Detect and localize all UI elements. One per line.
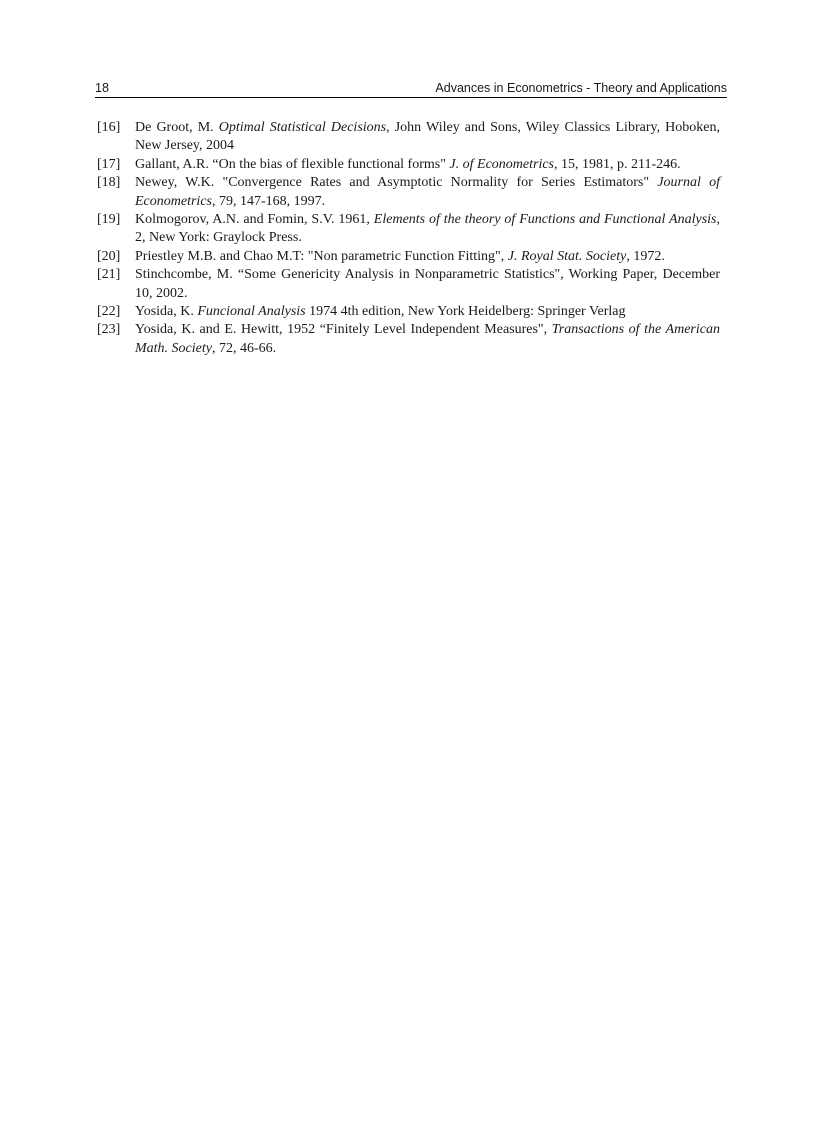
reference-title-italic: Transactions of the American Math. Society [135, 322, 720, 356]
reference-title-italic: Elements of the theory of Functions and Functional Analysis [373, 212, 717, 228]
reference-text-segment: , John Wiley and Sons, Wiley Classics Library, Hoboken, New Jersey, 2004 [135, 120, 721, 154]
reference-title-italic: J. Royal Stat. Society [507, 248, 627, 264]
reference-text [135, 304, 626, 319]
reference-item [97, 174, 720, 211]
reference-number: [18] [97, 175, 121, 191]
reference-text [135, 322, 720, 355]
reference-number: [20] [97, 248, 121, 264]
reference-number: [22] [97, 304, 121, 320]
reference-text [135, 157, 681, 172]
reference-text-segment: De Groot, M. [135, 120, 219, 135]
reference-item [97, 119, 720, 156]
reference-item [97, 266, 720, 303]
reference-item [97, 321, 720, 358]
reference-text-segment: , 2, New York: Graylock Press. [135, 212, 720, 246]
reference-text-segment: Newey, W.K. "Convergence Rates and Asymptotic Normality for Series Estimators" [135, 175, 658, 191]
reference-title-italic: J. of Econometrics [449, 156, 555, 172]
reference-number: [16] [97, 120, 121, 135]
reference-number: [19] [97, 212, 121, 228]
reference-text [135, 212, 720, 245]
reference-text [135, 267, 720, 300]
page-header [95, 79, 727, 98]
running-title: Advances in Econometrics - Theory and Applications [435, 81, 727, 95]
reference-list [97, 119, 720, 358]
reference-number: [21] [97, 267, 121, 283]
reference-title-italic: Optimal Statistical Decisions [218, 120, 387, 135]
reference-item [97, 303, 720, 321]
reference-item [97, 248, 720, 266]
reference-text-segment: Stinchcombe, M. “Some Genericity Analysis in Nonparametric Statistics", Working Paper, December 10, 2002. [135, 267, 720, 301]
reference-text-segment: Yosida, K. [135, 304, 198, 320]
reference-text [135, 175, 720, 208]
reference-item [97, 211, 720, 248]
reference-title-italic: Journal of Econometrics [135, 175, 720, 209]
reference-text [135, 120, 720, 153]
reference-text-segment: , 15, 1981, p. 211-246. [554, 156, 681, 172]
reference-text-segment: 1974 4th edition, New York Heidelberg: Springer Verlag [305, 304, 626, 320]
reference-text-segment: , 79, 147-168, 1997. [211, 193, 326, 209]
reference-text-segment: Priestley M.B. and Chao M.T: "Non parametric Function Fitting", [135, 248, 508, 264]
reference-number: [23] [97, 322, 121, 338]
reference-number: [17] [97, 156, 121, 172]
reference-title-italic: Funcional Analysis [197, 304, 306, 320]
reference-text-segment: Kolmogorov, A.N. and Fomin, S.V. 1961, [135, 212, 374, 228]
reference-text [135, 249, 665, 264]
page-number: 18 [95, 81, 109, 95]
reference-item [97, 156, 720, 174]
reference-text-segment: , 72, 46-66. [211, 340, 277, 356]
reference-text-segment: Gallant, A.R. “On the bias of flexible functional forms" [135, 156, 450, 172]
reference-text-segment: Yosida, K. and E. Hewitt, 1952 “Finitely Level Independent Measures", [135, 322, 552, 338]
reference-text-segment: , 1972. [626, 248, 665, 264]
